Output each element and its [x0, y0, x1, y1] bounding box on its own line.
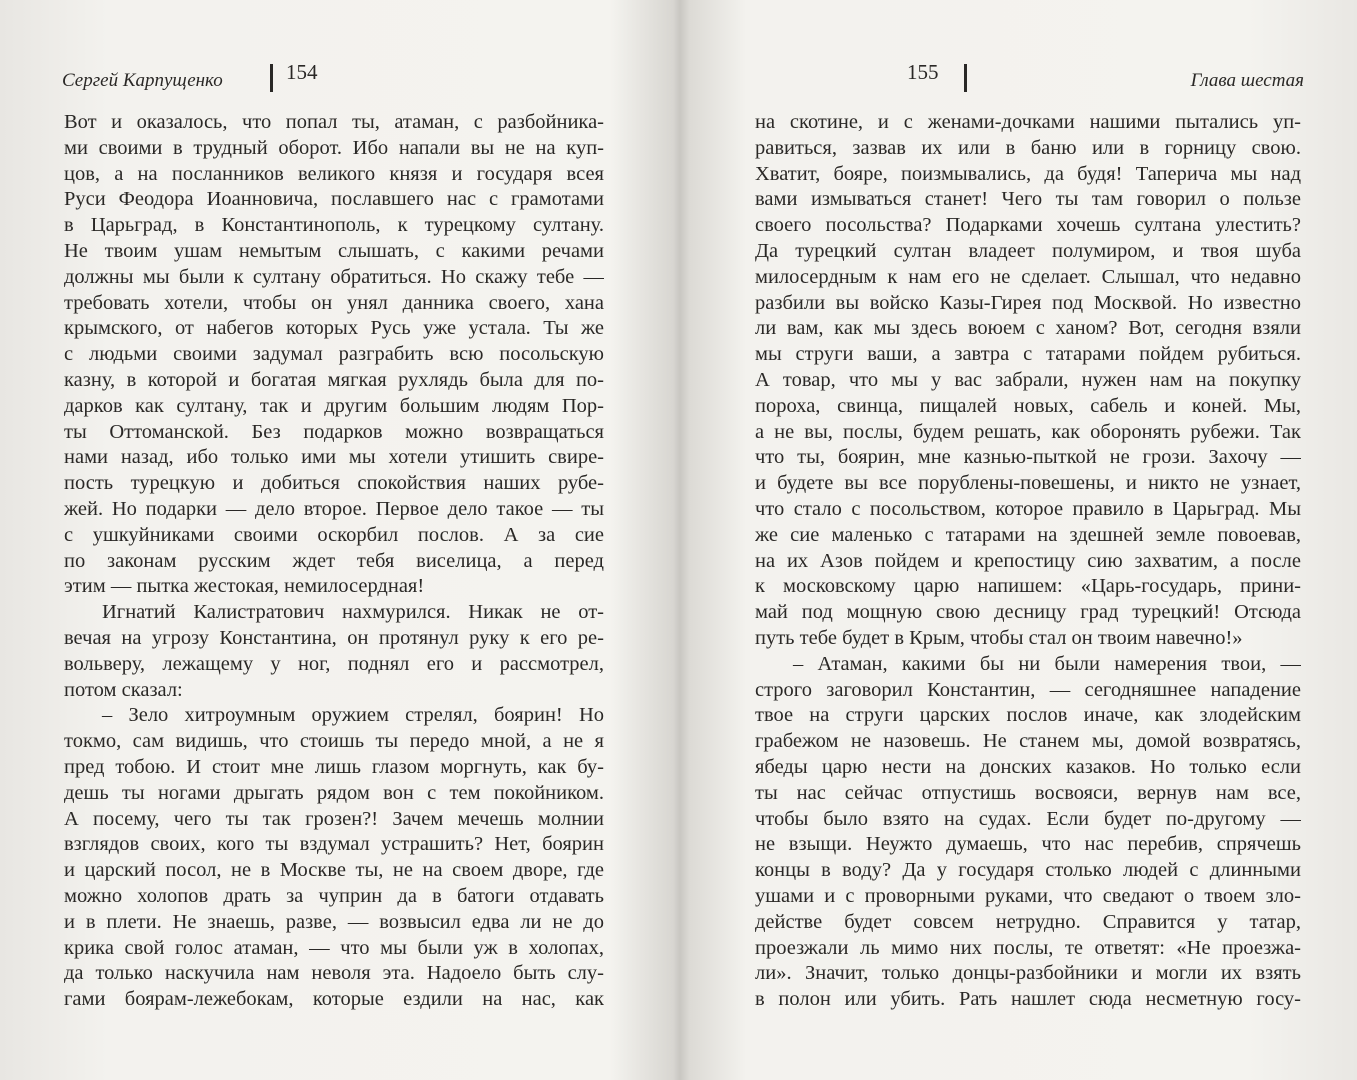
text-line: милосердным к нам его не сделает. Слышал, что недавно [755, 265, 1301, 288]
text-line: проезжали ль мимо них послы, те ответят: «Не проезжа- [755, 936, 1301, 959]
text-line: потом сказал: [64, 678, 183, 701]
text-line: по законам русским ждет тебя виселица, а перед [64, 549, 604, 572]
page-number: 154 [286, 60, 318, 84]
text-line: взглядов своих, кого ты вздумал устрашить? Нет, боярин [64, 833, 604, 856]
text-line: и царский посол, не в Москве ты, не на своем дворе, где [64, 859, 604, 882]
text-line: вечая на угрозу Константина, он протянул руку к его ре- [64, 626, 604, 649]
text-line: дешь ты ногами дрыгать рядом вон с тем покойником. [64, 781, 604, 804]
text-line: что стало с посольством, которое правило в Царьград. Мы [755, 497, 1301, 520]
text-line: цов, а на посланников великого князя и государя всея [64, 162, 604, 185]
text-line: казну, в которой и богатая мягкая рухлядь была для по- [64, 368, 604, 391]
text-line: же сие маленько с татарами на здешней земле повоевав, [755, 523, 1301, 546]
text-line: равиться, зазвав их или в баню или в горницу свою. [755, 136, 1301, 159]
text-line: вольверу, лежащему у ног, поднял его и рассмотрел, [64, 652, 604, 675]
right-page [679, 0, 1357, 1080]
text-line: Не твоим ушам немытым слышать, с какими речами [64, 239, 604, 262]
right-page-body-text [755, 110, 1301, 1013]
text-line: пред тобою. И стоит мне лишь глазом моргнуть, как бу- [64, 755, 604, 778]
text-line: Да турецкий султан владеет полумиром, и твоя шуба [755, 239, 1301, 262]
text-line: не взыщи. Неужто думаешь, что нас перебив, спрячешь [755, 833, 1301, 856]
text-line: Игнатий Калистратович нахмурился. Никак не от- [102, 601, 604, 624]
text-line: строго заговорил Константин, — сегодняшнее нападение [755, 678, 1301, 701]
text-line: крика свой голос атаман, — что мы были уж в холопах, [64, 936, 604, 959]
text-line: А товар, что мы у вас забрали, нужен нам на покупку [755, 368, 1301, 391]
text-line: ты нас сейчас отпустишь восвояси, вернув нам все, [755, 781, 1301, 804]
text-line: крымского, от набегов которых Русь уже устала. Ты же [64, 317, 604, 340]
text-line: грабежом не назовешь. Не станем мы, домой возвратясь, [755, 730, 1301, 753]
header-rule [270, 64, 273, 92]
text-line: в полон или убить. Рать нашлет сюда несметную госу- [755, 988, 1301, 1011]
text-line: – Зело хитроумным оружием стрелял, боярин! Но [102, 704, 604, 727]
header-rule [964, 64, 967, 92]
text-line: нами назад, ибо только ими мы хотели утишить свире- [64, 446, 604, 469]
text-line: а не вы, послы, будем решать, как оборонять рубежи. Так [755, 420, 1301, 443]
text-line: с ушкуйниками своими оскорбил послов. А за сие [64, 523, 604, 546]
text-line: действе будет совсем нетрудно. Справится у татар, [755, 910, 1301, 933]
text-line: ли вам, как мы здесь воюем с ханом? Вот, сегодня взяли [755, 317, 1301, 340]
text-line: своего посольства? Подарками хочешь султана улестить? [755, 214, 1301, 237]
text-line: на их Азов пойдем и крепостицу сию захватим, а после [755, 549, 1301, 572]
text-line: пороха, свинца, пищалей новых, сабель и коней. Мы, [755, 394, 1301, 417]
text-line: что ты, боярин, мне казнью-пыткой не грози. Захочу — [755, 446, 1301, 469]
text-line: да только наскучила нам неволя эта. Надоело быть слу- [64, 962, 604, 985]
text-line: – Атаман, какими бы ни были намерения твои, — [793, 652, 1301, 675]
text-line: чтобы было взято на судах. Если будет по-другому — [755, 807, 1301, 830]
text-line: гами боярам-лежебокам, которые ездили на нас, как [64, 988, 604, 1011]
text-line: ушами и с проворными руками, что сведают о твоем зло- [755, 884, 1301, 907]
text-line: пость турецкую и добиться спокойствия наших рубе- [64, 472, 604, 495]
left-page [0, 0, 678, 1080]
text-line: мы струги ваши, а завтра с татарами пойдем рубиться. [755, 343, 1301, 366]
text-line: можно холопов драть за чуприн да в батоги отдавать [64, 884, 604, 907]
text-line: токмо, сам видишь, что стоишь ты передо мной, а не я [64, 730, 604, 753]
text-line: и в плети. Не знаешь, разве, — возвысил едва ли не до [64, 910, 604, 933]
text-line: ябеды царю нести на донских казаков. Но только если [755, 755, 1301, 778]
text-line: разбили вы войско Казы-Гирея под Москвой. Но известно [755, 291, 1301, 314]
left-page-body-text [64, 110, 604, 1013]
text-line: в Царьград, в Константинополь, к турецкому султану. [64, 214, 604, 237]
text-line: требовать хотели, чтобы он унял данника своего, хана [64, 291, 604, 314]
text-line: должны мы были к султану обратиться. Но скажу тебе — [64, 265, 604, 288]
text-line: А посему, чего ты так грозен?! Зачем мечешь молнии [64, 807, 604, 830]
text-line: жей. Но подарки — дело второе. Первое дело такое — ты [64, 497, 604, 520]
right-page-header [759, 58, 1304, 98]
text-line: ми своими в трудный оборот. Ибо напали вы не на куп- [64, 136, 604, 159]
text-line: ты Оттоманской. Без подарков можно возвращаться [64, 420, 604, 443]
text-line: ли». Значит, только донцы-разбойники и могли их взять [755, 962, 1301, 985]
text-line: на скотине, и с женами-дочками нашими пытались уп- [755, 111, 1301, 133]
text-line: дарков как султану, так и другим большим людям Пор- [64, 394, 604, 417]
text-line: Хватит, бояре, поизмывались, да будя! Таперича мы над [755, 162, 1301, 185]
page-number: 155 [907, 60, 939, 84]
left-page-header [62, 58, 622, 98]
text-line: вами измываться станет! Чего ты там говорил о пользе [755, 188, 1301, 211]
text-line: май под мощную свою десницу град турецкий! Отсюда [755, 601, 1301, 624]
text-line: твое на струги царских послов иначе, как злодейским [755, 704, 1301, 727]
running-title-author: Сергей Карпущенко [62, 70, 223, 91]
text-line: Руси Феодора Иоанновича, пославшего нас с грамотами [64, 188, 604, 211]
text-line: путь тебе будет в Крым, чтобы стал он твоим навечно!» [755, 626, 1243, 649]
running-title-chapter: Глава шестая [1190, 70, 1304, 91]
text-line: и будете вы все порублены-повешены, и никто не узнает, [755, 472, 1301, 495]
text-line: к московскому царю напишем: «Царь-государь, прини- [755, 575, 1301, 598]
text-line: с людьми своими задумал разграбить всю посольскую [64, 343, 604, 366]
text-line: этим — пытка жестокая, немилосердная! [64, 575, 425, 598]
text-line: концы в воду? Да у государя столько людей с длинными [755, 859, 1301, 882]
text-line: Вот и оказалось, что попал ты, атаман, с разбойника- [64, 111, 604, 133]
